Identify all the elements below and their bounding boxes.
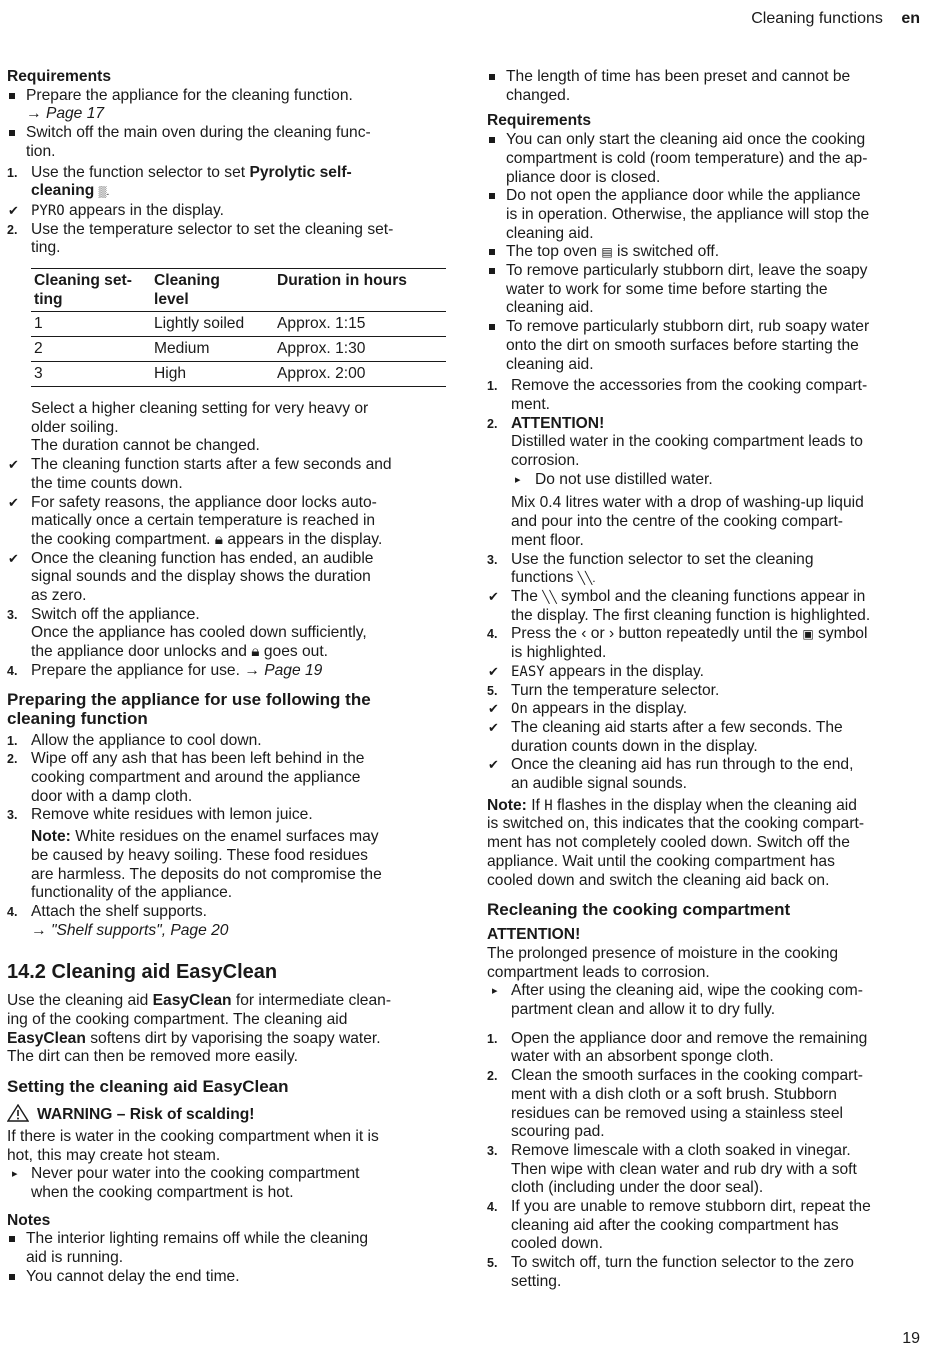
check-icon: ✔ xyxy=(8,494,19,510)
note-item: The interior lighting remains off while the cleaning aid is running. xyxy=(7,1230,445,1267)
requirement-item: You can only start the cleaning aid once the cooking compartment is cold (room temperature) and the ap- pliance door is closed. xyxy=(487,131,923,187)
page-number: 19 xyxy=(902,1330,920,1348)
requirement-item: To remove particularly stubborn dirt, leave the soapy water to work for some time before starting the cleaning aid. xyxy=(487,262,923,318)
note-item: The length of time has been preset and cannot be changed. xyxy=(487,68,923,105)
step: 2. ATTENTION! Distilled water in the cooking compartment leads to corrosion. xyxy=(487,414,863,470)
warning-text: If there is water in the cooking compartment when it is hot, this may create hot steam. xyxy=(7,1127,379,1164)
step: 1. Remove the accessories from the cooking compart- ment. xyxy=(487,377,868,413)
check-icon: ✔ xyxy=(8,550,19,566)
step: 3. Remove limescale with a cloth soaked in vinegar. Then wipe with clean water and rub dry with a soft cloth (including under the door seal). xyxy=(487,1141,857,1197)
pyrolysis-icon: ▒. xyxy=(98,186,110,199)
triangle-icon: ▸ xyxy=(515,473,521,486)
table-row: 2 Medium Approx. 1:30 xyxy=(31,336,446,361)
step: 1. Open the appliance door and remove the remaining water with an absorbent sponge cloth. xyxy=(487,1029,868,1066)
cleaning-functions-icon: ╲╲. xyxy=(577,571,596,586)
step: 3. Remove white residues with lemon juice. xyxy=(7,806,313,824)
step: 3. Switch off the appliance. Once the appliance has cooled down sufficiently, the appliance door unlocks and 🔒︎ goes out. xyxy=(7,605,367,661)
note-item: You cannot delay the end time. xyxy=(7,1268,445,1287)
top-oven-icon: ▤ xyxy=(601,245,613,260)
step: 4. Attach the shelf supports. → "Shelf supports", Page 20 xyxy=(7,902,229,939)
setting-heading: Setting the cleaning aid EasyClean xyxy=(7,1077,289,1097)
cleaning-table xyxy=(31,268,446,387)
table-row: 3 High Approx. 2:00 xyxy=(31,361,446,386)
triangle-icon: ▸ xyxy=(492,985,498,998)
step-instruction: Mix 0.4 litres water with a drop of washing-up liquid and pour into the centre of the cooking compart- ment floor. xyxy=(511,494,864,549)
step: 2. Use the temperature selector to set the cleaning set- ting. xyxy=(7,220,394,257)
step: 4. If you are unable to remove stubborn dirt, repeat the cleaning aid after the cooking compartment has cooled down. xyxy=(487,1198,871,1253)
check-icon: ✔ xyxy=(8,202,19,218)
requirements-heading: Requirements xyxy=(7,68,111,85)
prep-heading: Preparing the appliance for use following the cleaning function xyxy=(7,689,371,728)
note: Note: If H flashes in the display when the cleaning aid is switched on, this indicates that the cooking compart- ment has not completely cooled down. Switch off the appliance. Wait until the cooking compartment has cooled down and switch the cleaning aid back on. xyxy=(487,796,865,889)
result: ✔ The cleaning function starts after a few seconds and the time counts down. xyxy=(8,456,392,492)
table-note: Select a higher cleaning setting for very heavy or older soiling. The duration cannot be changed. xyxy=(31,400,369,455)
table-header: Cleaning set- ting Cleaning level Duration in hours xyxy=(34,272,407,308)
step: 5. Turn the temperature selector. xyxy=(487,681,720,699)
notes-heading: Notes xyxy=(7,1211,51,1229)
result: ✔ Once the cleaning aid has run through to the end, an audible signal sounds. xyxy=(488,756,854,793)
result: ✔ EASY appears in the display. xyxy=(488,662,704,680)
right-column xyxy=(487,68,923,1292)
lock-icon: 🔒︎ xyxy=(251,643,260,661)
step: 5. To switch off, turn the function selector to the zero setting. xyxy=(487,1254,854,1290)
warning-icon xyxy=(7,1104,29,1128)
step: 1. Allow the appliance to cool down. xyxy=(7,731,262,749)
left-column xyxy=(7,68,445,1286)
header-lang: en xyxy=(901,10,920,27)
right-button-icon: › xyxy=(608,625,615,643)
display-glyph-pyro: PYRO xyxy=(31,202,65,219)
result: ✔ The ╲╲ symbol and the cleaning functions appear in the display. The first cleaning function is highlighted. xyxy=(488,587,871,624)
warning-heading: WARNING – Risk of scalding! xyxy=(7,1104,445,1128)
lock-icon: 🔒︎ xyxy=(214,530,224,548)
requirement-item: To remove particularly stubborn dirt, rub soapy water onto the dirt on smooth surfaces before starting the cleaning aid. xyxy=(487,318,923,374)
table-row: 1 Lightly soiled Approx. 1:15 xyxy=(31,311,446,336)
step: 2. Clean the smooth surfaces in the cooking compart- ment with a dish cloth or a soft brush. Stubborn residues can be removed using a stainless steel scouring pad. xyxy=(487,1067,863,1141)
step: 4. Prepare the appliance for use. → Page 19 xyxy=(7,661,323,679)
check-icon: ✔ xyxy=(8,457,19,473)
arrow-icon: → xyxy=(26,105,42,123)
check-icon: ✔ xyxy=(488,757,499,773)
page-header xyxy=(751,10,920,29)
requirement-item: The top oven ▤ is switched off. xyxy=(487,243,923,262)
section-intro: Use the cleaning aid EasyClean for intermediate clean- ing of the cooking compartment. The cleaning aid EasyClean softens dirt by vaporising the soapy water. The dirt can then be removed more easily. xyxy=(7,992,392,1066)
header-section: Cleaning functions xyxy=(751,10,883,27)
arrow-icon: → xyxy=(244,661,260,679)
step: 2. Wipe off any ash that has been left behind in the cooking compartment and around the appliance door with a damp cloth. xyxy=(7,750,365,805)
step: 1. Use the function selector to set Pyrolytic self- cleaning ▒. xyxy=(7,163,352,200)
result: ✔ For safety reasons, the appliance door locks auto- matically once a certain temperature is reached in the cooking compartment. 🔒︎ appears in the display. xyxy=(8,493,383,548)
note: Note: White residues on the enamel surfaces may be caused by heavy soiling. These food residues are harmless. The deposits do not compromise the functionality of the appliance. xyxy=(31,828,382,902)
easyclean-icon: ▣ xyxy=(802,627,814,642)
check-icon: ✔ xyxy=(488,588,499,604)
attention-text: The prolonged presence of moisture in the cooking compartment leads to corrosion. xyxy=(487,944,839,981)
step: 3. Use the function selector to set the cleaning functions ╲╲. xyxy=(487,550,814,587)
result: ✔ Once the cleaning function has ended, an audible signal sounds and the display shows the duration as zero. xyxy=(8,549,374,605)
warning-action: ▸ Never pour water into the cooking compartment when the cooking compartment is hot. xyxy=(12,1165,360,1201)
triangle-icon: ▸ xyxy=(12,1168,18,1181)
attention-action: ▸ After using the cleaning aid, wipe the cooking com- partment clean and allow it to dry fully. xyxy=(492,982,863,1019)
step: 4. Press the ‹ or › button repeatedly until the ▣ symbol is highlighted. xyxy=(487,625,868,662)
display-glyph-easy: EASY xyxy=(511,663,545,680)
step-action: ▸ Do not use distilled water. xyxy=(515,470,713,488)
requirement-item: Prepare the appliance for the cleaning function. → Page 17 xyxy=(7,87,445,124)
display-glyph-h: H xyxy=(544,797,553,814)
check-icon: ✔ xyxy=(488,663,499,679)
check-icon: ✔ xyxy=(488,719,499,735)
left-button-icon: ‹ xyxy=(581,625,587,643)
arrow-icon: → xyxy=(31,921,47,939)
result: ✔ The cleaning aid starts after a few seconds. The duration counts down in the display. xyxy=(488,718,843,755)
requirement-item: Switch off the main oven during the cleaning func- tion. xyxy=(7,124,445,161)
reclean-heading: Recleaning the cooking compartment xyxy=(487,900,791,920)
attention-heading: ATTENTION! xyxy=(487,926,581,944)
display-glyph-on: On xyxy=(511,701,528,718)
section-title: 14.2 Cleaning aid EasyClean xyxy=(7,961,278,984)
requirement-item: Do not open the appliance door while the appliance is in operation. Otherwise, the appliance will stop the cleaning aid. xyxy=(487,187,923,243)
check-icon: ✔ xyxy=(488,701,499,717)
result: ✔ PYRO appears in the display. xyxy=(8,201,224,219)
requirements-heading: Requirements xyxy=(487,112,591,130)
result: ✔ On appears in the display. xyxy=(488,700,688,718)
cleaning-functions-icon: ╲╲ xyxy=(542,589,557,604)
